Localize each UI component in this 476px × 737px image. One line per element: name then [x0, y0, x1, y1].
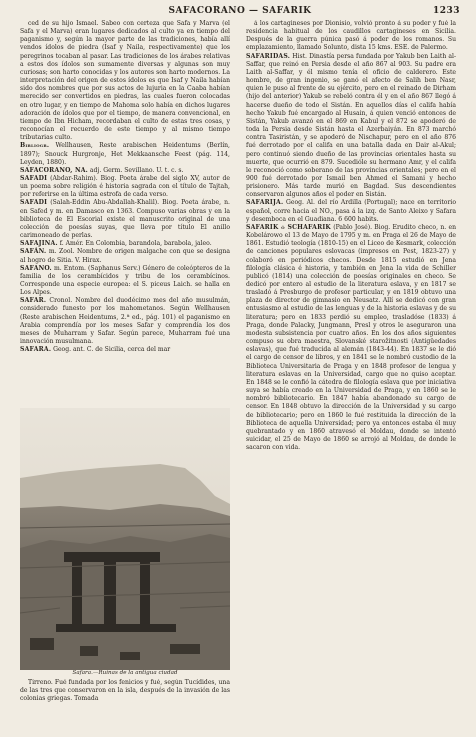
dictionary-entry	[246, 224, 456, 452]
entry-text: Geog. ant. C. de Sicilia, cerca del mar	[53, 346, 171, 354]
dictionary-entry	[20, 20, 230, 142]
dictionary-entry	[20, 248, 230, 264]
dictionary-entry	[20, 167, 230, 175]
right-column	[246, 20, 456, 725]
entry-headword: SAFADI	[20, 199, 48, 207]
dictionary-entry	[20, 199, 230, 240]
entry-headword: SAFARA.	[20, 346, 52, 354]
entry-text: Tirreno. Fué fundada por los fenicios y fué, según Tucídides, una de las tres que conservaron en la isla, después de la invasión de las colonias griegas. Tomada	[20, 679, 230, 703]
dictionary-entry	[20, 679, 230, 703]
dictionary-entry	[246, 199, 456, 223]
entry-headword: SAFANO.	[20, 264, 52, 272]
entry-headword: Bibliogr.	[20, 142, 50, 150]
entry-text: f. Amér. En Colombia, barandola, barabola, jaleo.	[59, 240, 212, 248]
left-column	[20, 20, 230, 405]
entry-text: á los cartagineses por Dionisio, volvió pronto á su poder y fué la residencia habitual de los caudillos cartagineses en Sicilia. Después de la guerra púnica pasó á poder de los romanos. Su emplazamiento, llamado Solunto, dista 15 kms. ESE. de Palermo.	[246, 20, 456, 52]
entry-text: (Salah-Eddin Abu-Abdallah-Khalil). Biog. Poeta árabe, n. en Safed y m. en Damasco en 1363. Compuso varias obras y en la biblioteca de El Escorial existe el manuscrito original de una colección de poesías suyas, que lleva por título El anillo carimoneado de perlas.	[20, 199, 230, 240]
dictionary-entry	[246, 53, 456, 200]
entry-text: (Abdar-Rahim). Biog. Poeta árabe del siglo XV, autor de un poema sobre religión é historia sagrada con el título de Tajtah, por referirse en la última estrofa de cada verso.	[20, 174, 230, 199]
left-column-continued	[20, 679, 230, 729]
page-header	[20, 6, 460, 20]
entry-headword: SAFARIK ó SCHAFARIK	[246, 223, 331, 231]
entry-text: ced de su hijo Ismael. Sabeo con certeza que Safa y Marva (el Safa y el Marva) eran lugares dedicados al culto ya en tiempo del paganismo y, según la mayor parte de las tradiciones, había allí vendos ídolos de piedra (Isaf y Naila, respectivamente) que los peregrinos tocaban al pasar. Las tradiciones de los árabes relativas a estos dos ídolos son sumamente diversas y algunas son muy curiosas; son harto conocidas y los autores son harto modernos. La interpretación del origen de estos ídolos es que Isaf y Naila habían sido dos nombres que por sus actos de lujuria en la Caaba habían merecido ser convertidos en piedras, las cuales fueron colocadas en otro lugar, y en tiempo de Mahoma solo había en dichos lugares adoración de ídolos que por el tiempo, de manera convencional, en tiempo de Ibn Hicham, recordaban el culto de estas tres cosas, y reconocían el recuerdo de este tiempo y al mismo tiempo tributarias culto.	[20, 20, 230, 142]
entry-headword: SAFACORANO, NA.	[20, 166, 88, 174]
entry-text: (Pablo José). Biog. Erudito checo, n. en Kobelárowo el 13 de Mayo de 1795 y m. en Praga el 26 de Mayo de 1861. Estudió teología (1810-15) en el Liceo de Kesmark, colección de canciones populares eslovacas (impresos en Pest, 1823-27) y colaboró en periódicos checos. Desde 1815 estudió en Jena filología clásica é historia, y también en Jena la vida de Schiller publicó (1814) una colección de poesías originales en checo. Se dedicó por entero al estudio de la literatura eslava, y en 1817 se trasladó á Presburgo de profesor particular, y en 1819 obtuvo una plaza de director de gimnasio en Neusatz. Allí se dedicó con gran entusiasmo al estudio de las lenguas y de la historia eslavas y de su literatura; pero en 1833 perdió su empleo, trasladóse (1833) á Praga, donde Palacky, Jungmann, Presl y otros le aseguraron una modesta subsistencia por cuatro años. En los dos años siguientes compuso su obra maestra, Slovanské starožitnosti (Antigüedades eslavas), que fué traducida al alemán (1843-44). En 1837 se le dió el cargo de censor de libros, y en 1841 se le nombró custodio de la Biblioteca Universitaria de Praga y en 1848 profesor de lengua y literatura eslavas en la Universidad, cargo que no quiso aceptar. En 1848 se le confió la cátedra de filología eslava que por iniciativa suya se había creado en la Universidad de Praga, y en 1860 se le nombró bibliotecario. En 1847 había abandonado su cargo de censor. En 1848 obtuvo la dirección de la Universidad y su cargo de bibliotecario; pero en 1860 le fué restituida la dirección de la Biblioteca de aquella Universidad; pero ya entonces estaba él muy quebrantado y en 1860 atravesó el Moldau, donde se intentó suicidar, el 25 de Mayo de 1860 se arrojó al Moldau, de donde le sacaron con vida.	[246, 223, 456, 452]
entry-text: Geog. Al. del río Ardilla (Portugal); nace en territorio español, corre hacia el NO., pasa á la izq. de Santo Aleixo y Safara y desemboca en el Guadiana. 6 600 habits.	[246, 199, 456, 223]
entry-text: m. Entom. (Saphanus Serv.) Género de coleópteros de la familia de los cerambícidos y tribu de los cerambícinos. Corresponde una especie europea: el S. piceus Laich. se halla en Los Alpes.	[20, 264, 230, 297]
entry-text: m. Zool. Nombre de origen malgache con que se designa al hogro de Sitia. V. Hirax.	[20, 248, 230, 264]
page	[20, 6, 460, 732]
dictionary-entry	[20, 265, 230, 298]
entry-headword: SAFARIDAS.	[246, 52, 291, 60]
dictionary-entry	[20, 346, 230, 354]
dictionary-entry	[20, 142, 230, 166]
dictionary-entry	[20, 175, 230, 199]
ruins-illustration	[20, 408, 230, 670]
entry-headword: SAFÁN.	[20, 248, 47, 256]
dictionary-entry	[20, 240, 230, 248]
entry-headword: SAFAJINA.	[20, 240, 58, 248]
entry-headword: SAFARIJA.	[246, 199, 284, 207]
figure-ruins	[20, 408, 230, 670]
entry-text: Wellhausen, Reste arabischen Heidentums (Berlín, 1897); Snouck Hurgronje, Het Mekkaansche Feest (pág. 114, Leyden, 1880).	[20, 142, 230, 166]
dictionary-entry	[20, 297, 230, 346]
figure-caption: Safara.—Ruinas de la antigua ciudad	[72, 670, 178, 676]
page-number: 1233	[432, 6, 460, 16]
running-title: SAFACORANO — SAFARIK	[168, 6, 312, 16]
entry-text: Hist. Dinastía persa fundada por Yakub ben Laith al-Saffar, que reinó en Persia desde el año 867 al 903. Su padre era Laith al-Saffar, y él mismo tenía el oficio de calderero. Este hombre, de gran ingenio, se ganó el afecto de Salih ben Nasr, quien le puso al frente de su ejército, pero en el reinado de Dirham (hijo del anterior) Yakub se rebeló contra él y en el año 867 llegó á hacerse dueño de todo el Sistán. En aquellos días el califa había hecho Yakub fué encargado al Husain, á quien venció entonces de Sistán, Yakub avanzó en el 869 en Kabul y el 872 se apoderó de toda la Persia desde Sistán hasta el Azerbaiyán. En 873 marchó contra Tasiristán, y se apoderó de Nischapur, pero en el año 876 fué derrotado por el califa en una batalla dada en Dair al-Akul; pero continuó siendo dueño de las provincias orientales hasta su muerte, que ocurrió en 879. Sucedióle su hermano Amr, y el califa le reconoció como soberano de las provincias orientales; pero en el 900 fué derrotado por Ismail ben Ahmed el Samani y hecho prisionero. Más tarde murió en Bagdad. Sus descendientes conservaron algunos años el poder en Sistán.	[246, 52, 456, 199]
entry-headword: SAFAR.	[20, 297, 47, 305]
entry-text: adj. Germ. Sevillano. U. t. c. s.	[89, 166, 184, 174]
entry-text: Cronol. Nombre del duodécimo mes del año musulmán, considerado funesto por los mahometanos. Según Wellhausen (Reste arabischen Heidentums, 2.ª ed., pág. 101) el paganismo en Arabia comprendía por los meses Safar y comprendía los dos meses de Muharram y Safar. Según parece, Muharram fué una innovación musulmana.	[20, 297, 230, 346]
dictionary-entry	[246, 20, 456, 53]
entry-headword: SAFADI	[20, 174, 48, 182]
